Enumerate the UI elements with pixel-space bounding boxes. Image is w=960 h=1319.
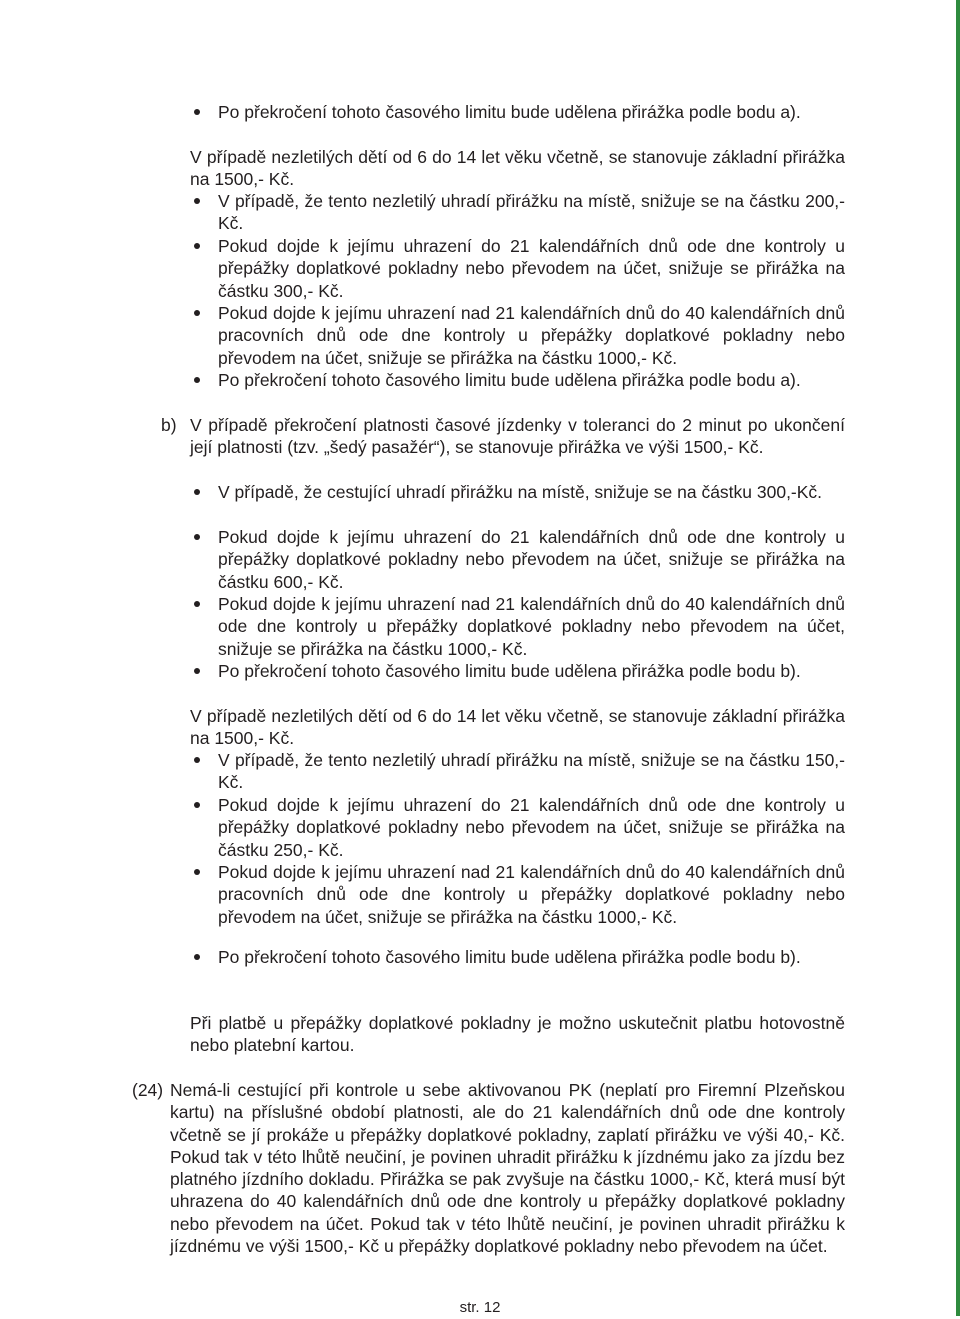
bullet-item — [218, 593, 845, 660]
bullet-dot-icon — [194, 668, 200, 674]
bullet-dot-icon — [194, 243, 200, 249]
bullet-item — [218, 660, 845, 682]
bullet-text: V případě, že cestující uhradí přirážku na místě, snižuje se na částku 300,-Kč. — [218, 482, 823, 502]
bullet-text: Po překročení tohoto časového limitu bude udělena přirážka podle bodu a). — [218, 370, 801, 390]
bullet-text: Pokud dojde k jejímu uhrazení do 21 kalendářních dnů ode dne kontroly u přepážky doplatkové pokladny nebo převodem na účet, snižuje se přirážka na částku 250,- Kč. — [218, 795, 845, 860]
bullet-dot-icon — [194, 109, 200, 115]
bullet-text: Po překročení tohoto časového limitu bude udělena přirážka podle bodu a). — [218, 102, 801, 122]
bullet-item — [218, 101, 845, 123]
bullet-item — [218, 302, 845, 369]
bullet-item — [218, 749, 845, 794]
section-label-b: b) — [161, 415, 177, 435]
paragraph-b: V případě překročení platnosti časové jízdenky v toleranci do 2 minut po ukončení její platnosti (tzv. „šedý pasažér“), se stanovuje přirážka ve výši 1500,- Kč. — [190, 415, 845, 458]
bullet-item — [218, 794, 845, 861]
bullet-dot-icon — [194, 310, 200, 316]
bullet-text: Pokud dojde k jejímu uhrazení nad 21 kalendářních dnů do 40 kalendářních dnů ode dne kontroly u přepážky doplatkové pokladny nebo převodem na účet, snižuje se přirážka na částku 1000,- Kč. — [218, 594, 845, 659]
payment-note: Při platbě u přepážky doplatkové pokladny je možno uskutečnit platbu hotovostně nebo platební kartou. — [190, 1013, 845, 1056]
bullet-dot-icon — [194, 534, 200, 540]
paragraph: V případě nezletilých dětí od 6 do 14 let věku včetně, se stanovuje základní přirážka na 1500,- Kč. — [190, 147, 845, 190]
bullet-item — [218, 946, 845, 968]
bullet-dot-icon — [194, 489, 200, 495]
bullet-text: Po překročení tohoto časového limitu bude udělena přirážka podle bodu b). — [218, 947, 801, 967]
bullet-item — [218, 481, 845, 503]
bullet-text: V případě, že tento nezletilý uhradí přirážku na místě, snižuje se na částku 200,- Kč. — [218, 191, 845, 234]
bullet-text: Pokud dojde k jejímu uhrazení nad 21 kalendářních dnů do 40 kalendářních dnů pracovních dnů ode dne kontroly u přepážky doplatkové pokladny nebo převodem na účet, snižuje se přirážka na částku 1000,- Kč. — [218, 303, 845, 368]
page-number: str. 12 — [459, 1299, 501, 1316]
bullet-dot-icon — [194, 757, 200, 763]
bullet-dot-icon — [194, 198, 200, 204]
bullet-dot-icon — [194, 869, 200, 875]
bullet-dot-icon — [194, 601, 200, 607]
bullet-text: V případě, že tento nezletilý uhradí přirážku na místě, snižuje se na částku 150,- Kč. — [218, 750, 845, 793]
bullet-item — [218, 369, 845, 391]
bullet-dot-icon — [194, 802, 200, 808]
bullet-text: Po překročení tohoto časového limitu bude udělena přirážka podle bodu b). — [218, 661, 801, 681]
bullet-dot-icon — [194, 954, 200, 960]
bullet-item — [218, 235, 845, 302]
section-24-paragraph: Nemá-li cestující při kontrole u sebe aktivovanou PK (neplatí pro Firemní Plzeňskou kartu) na příslušné období platnosti, ale do 21 kalendářních dnů ode dne kontroly včetně se jí prokáže u přepážky doplatkové pokladny, zaplatí přirážku ve výši 40,- Kč. Pokud tak v této lhůtě neučiní, je povinen uhradit přirážku k jízdnému jako za jízdu bez platného jízdního dokladu. Přirážka se pak zvyšuje na částku 1000,- Kč, která musí být uhrazena do 40 kalendářních dnů ode dne kontroly u přepážky doplatkové pokladny nebo převodem na účet. Pokud tak v této lhůtě neučiní, je povinen uhradit přirážku k jízdnému ve výši 1500,- Kč u přepážky doplatkové pokladny nebo převodem na účet. — [170, 1080, 845, 1257]
bullet-text: Pokud dojde k jejímu uhrazení nad 21 kalendářních dnů do 40 kalendářních dnů pracovních dnů ode dne kontroly u přepážky doplatkové pokladny nebo převodem na účet, snižuje se přirážka na částku 1000,- Kč. — [218, 862, 845, 927]
bullet-text: Pokud dojde k jejímu uhrazení do 21 kalendářních dnů ode dne kontroly u přepážky doplatkové pokladny nebo převodem na účet, snižuje se přirážka na částku 300,- Kč. — [218, 236, 845, 301]
bullet-item — [218, 861, 845, 928]
bullet-text: Pokud dojde k jejímu uhrazení do 21 kalendářních dnů ode dne kontroly u přepážky doplatkové pokladny nebo převodem na účet, snižuje se přirážka na částku 600,- Kč. — [218, 527, 845, 592]
paragraph: V případě nezletilých dětí od 6 do 14 let věku včetně, se stanovuje základní přirážka na 1500,- Kč. — [190, 706, 845, 749]
bullet-item — [218, 190, 845, 235]
section-number-24: (24) — [132, 1080, 164, 1100]
bullet-item — [218, 526, 845, 593]
bullet-dot-icon — [194, 377, 200, 383]
